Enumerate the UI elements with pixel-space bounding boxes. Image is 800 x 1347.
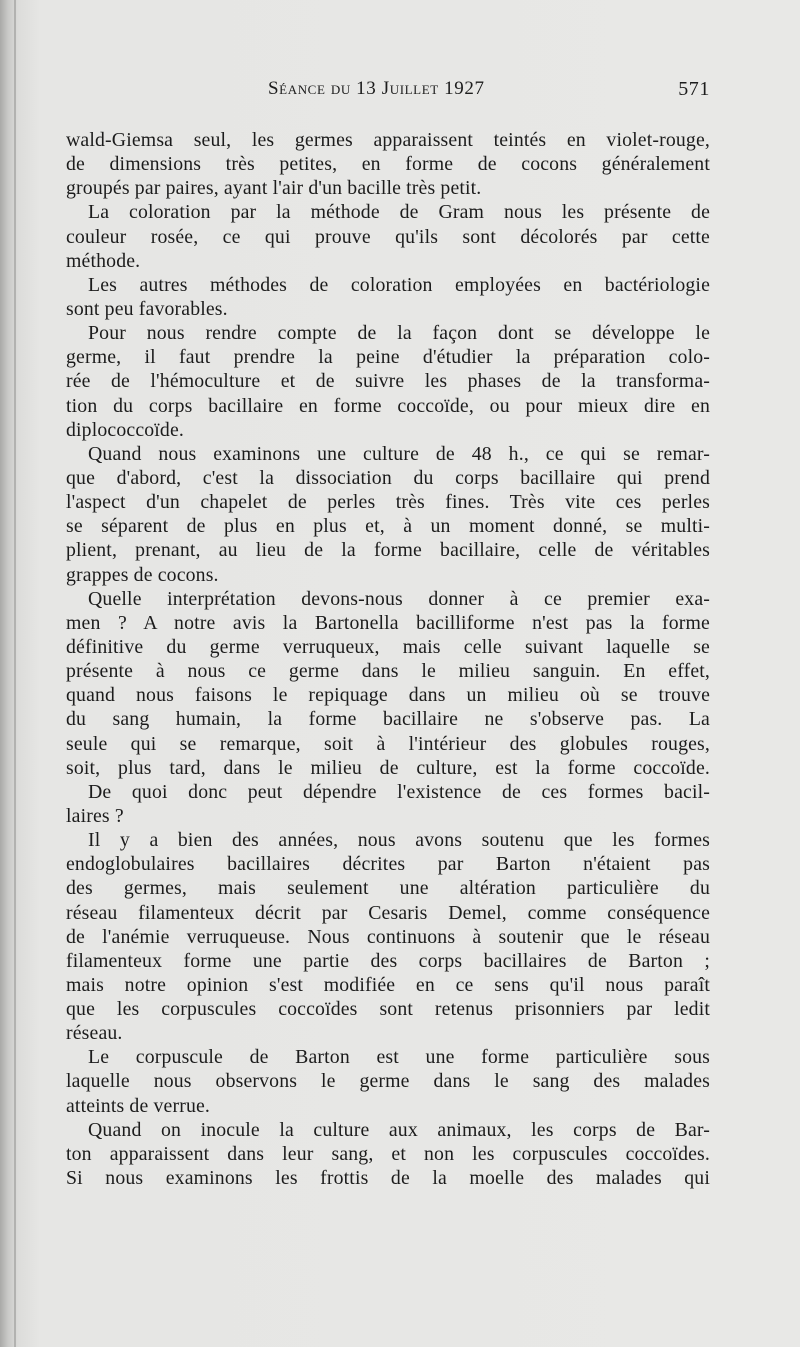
text-line: soit, plus tard, dans le milieu de culture, est la forme coccoïde.: [66, 756, 710, 779]
text-line: des germes, mais seulement une altération particulière du: [66, 877, 710, 900]
text-line: se séparent de plus en plus et, à un moment donné, se multi-: [66, 515, 710, 538]
text-line: présente à nous ce germe dans le milieu sanguin. En effet,: [66, 660, 710, 683]
text-line: ton apparaissent dans leur sang, et non les corpuscules coccoïdes.: [66, 1142, 710, 1165]
text-line: Pour nous rendre compte de la façon dont se développe le: [88, 322, 710, 345]
text-line: Le corpuscule de Barton est une forme particulière sous: [88, 1046, 710, 1069]
text-line: que les corpuscules coccoïdes sont retenus prisonniers par ledit: [66, 998, 710, 1021]
text-line: Quelle interprétation devons-nous donner à ce premier exa-: [88, 587, 710, 610]
text-line: mais notre opinion s'est modifiée en ce sens qu'il nous paraît: [66, 973, 710, 996]
text-line: filamenteux forme une partie des corps bacillaires de Barton ;: [66, 949, 710, 972]
text-line: que d'abord, c'est la dissociation du corps bacillaire qui prend: [66, 466, 710, 489]
binding-shadow: [14, 0, 16, 1347]
text-line: de dimensions très petites, en forme de cocons généralement: [66, 153, 710, 176]
text-line: tion du corps bacillaire en forme coccoïde, ou pour mieux dire en: [66, 394, 710, 417]
text-line: plient, prenant, au lieu de la forme bacillaire, celle de véritables: [66, 539, 710, 562]
text-line: quand nous faisons le repiquage dans un milieu où se trouve: [66, 684, 710, 707]
header-title: Séance du 13 Juillet 1927: [268, 78, 485, 99]
text-line: laires ?: [66, 804, 124, 827]
text-line: diplococcoïde.: [66, 418, 184, 441]
text-line: réseau.: [66, 1022, 123, 1045]
text-line: endoglobulaires bacillaires décrites par Barton n'étaient pas: [66, 853, 710, 876]
text-line: groupés par paires, ayant l'air d'un bacille très petit.: [66, 177, 482, 200]
text-line: atteints de verrue.: [66, 1094, 211, 1117]
text-line: de l'anémie verruqueuse. Nous continuons à soutenir que le réseau: [66, 925, 710, 948]
text-line: rée de l'hémoculture et de suivre les phases de la transforma-: [66, 370, 710, 393]
text-line: Il y a bien des années, nous avons soutenu que les formes: [88, 829, 710, 852]
text-line: l'aspect d'un chapelet de perles très fines. Très vite ces perles: [66, 491, 710, 514]
text-line: germe, il faut prendre la peine d'étudier la préparation colo-: [66, 346, 710, 369]
text-line: Quand nous examinons une culture de 48 h., ce qui se remar-: [88, 442, 710, 465]
text-line: laquelle nous observons le germe dans le sang des malades: [66, 1070, 710, 1093]
text-line: méthode.: [66, 249, 141, 272]
text-line: Les autres méthodes de coloration employées en bactériologie: [88, 273, 710, 296]
text-line: définitive du germe verruqueux, mais celle suivant laquelle se: [66, 635, 710, 658]
text-line: La coloration par la méthode de Gram nous les présente de: [88, 201, 710, 224]
text-line: réseau filamenteux décrit par Cesaris Demel, comme conséquence: [66, 901, 710, 924]
text-line: grappes de cocons.: [66, 563, 219, 586]
text-line: Si nous examinons les frottis de la moelle des malades qui: [66, 1167, 710, 1190]
text-line: sont peu favorables.: [66, 297, 228, 320]
body-text: [66, 128, 710, 1190]
page-number: 571: [678, 78, 710, 100]
text-line: du sang humain, la forme bacillaire ne s'observe pas. La: [66, 708, 710, 731]
text-line: men ? A notre avis la Bartonella bacilliforme n'est pas la forme: [66, 611, 710, 634]
text-line: couleur rosée, ce qui prouve qu'ils sont décolorés par cette: [66, 225, 710, 248]
text-line: De quoi donc peut dépendre l'existence de ces formes bacil-: [88, 780, 710, 803]
text-line: wald-Giemsa seul, les germes apparaissent teintés en violet-rouge,: [66, 129, 710, 151]
text-line: Quand on inocule la culture aux animaux, les corps de Bar-: [88, 1118, 710, 1141]
running-header: [68, 78, 710, 106]
text-line: seule qui se remarque, soit à l'intérieur des globules rouges,: [66, 732, 710, 755]
